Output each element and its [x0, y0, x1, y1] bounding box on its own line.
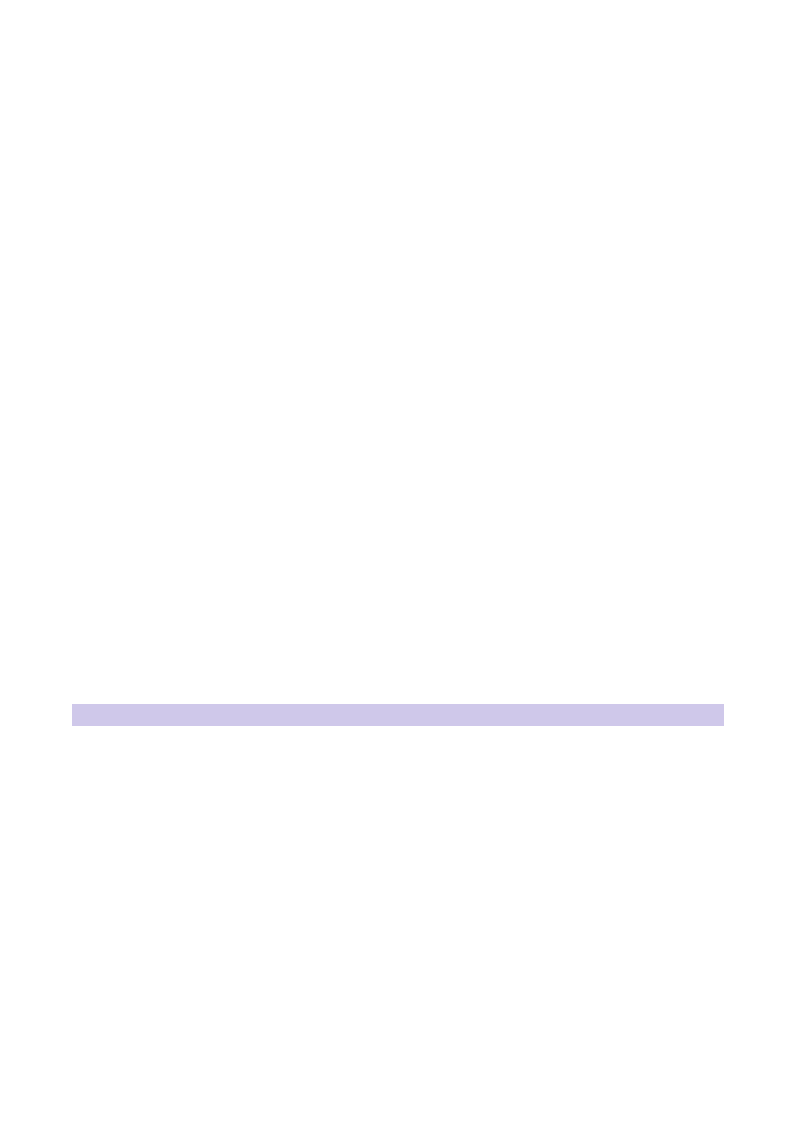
- section-header: [72, 704, 724, 726]
